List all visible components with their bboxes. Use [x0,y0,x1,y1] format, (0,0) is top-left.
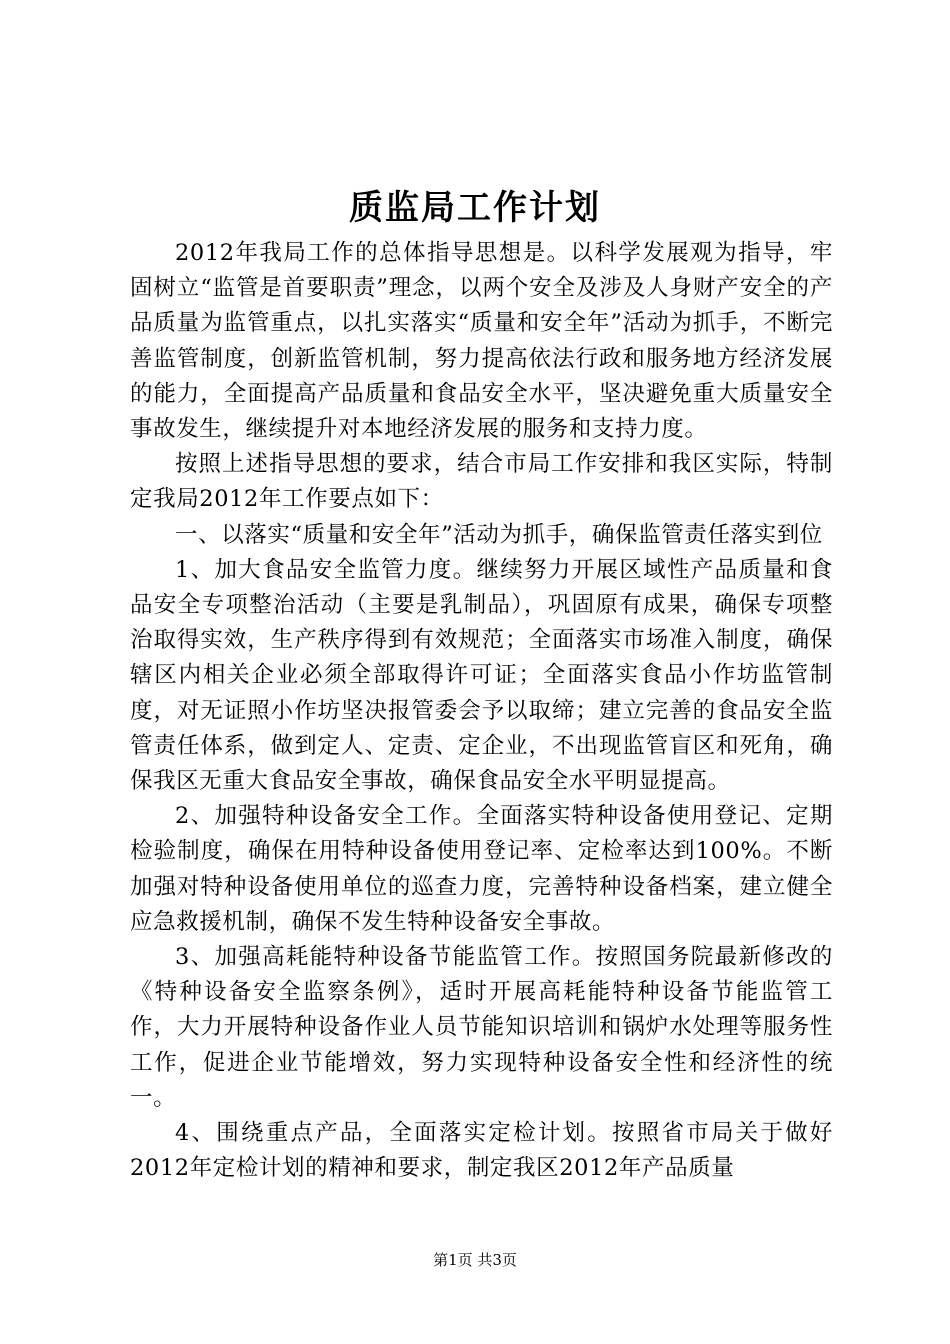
paragraph-item-4-inspection-plan: 4、围绕重点产品，全面落实定检计划。按照省市局关于做好2012年定检计划的精神和要求，制定我区2012年产品质量 [130,1120,833,1182]
document-title: 质监局工作计划 [349,188,601,228]
paragraph-item-1-food-safety: 1、加大食品安全监管力度。继续努力开展区域性产品质量和食品安全专项整治活动（主要是乳制品），巩固原有成果，确保专项整治取得实效，生产秩序得到有效规范；全面落实市场准入制度，确保辖区内相关企业必须全部取得许可证；全面落实食品小作坊监管制度，对无证照小作坊坚决报管委会予以取缔；建立完善的食品安全监管责任体系，做到定人、定责、定企业，不出现监管盲区和死角，确保我区无重大食品安全事故，确保食品安全水平明显提高。 [130,556,833,795]
paragraph-item-3-energy-saving: 3、加强高耗能特种设备节能监管工作。按照国务院最新修改的《特种设备安全监察条例》，适时开展高耗能特种设备节能监管工作，大力开展特种设备作业人员节能知识培训和锅炉水处理等服务性工作，促进企业节能增效，努力实现特种设备安全性和经济性的统一。 [130,944,833,1111]
paragraph-guiding-thought: 2012年我局工作的总体指导思想是。以科学发展观为指导，牢固树立“监管是首要职责”理念，以两个安全及涉及人身财产安全的产品质量为监管重点，以扎实落实“质量和安全年”活动为抓手，不断完善监管制度，创新监管机制，努力提高依法行政和服务地方经济发展的能力，全面提高产品质量和食品安全水平，坚决避免重大质量安全事故发生，继续提升对本地经济发展的服务和支持力度。 [130,240,833,443]
paragraph-item-2-special-equipment: 2、加强特种设备安全工作。全面落实特种设备使用登记、定期检验制度，确保在用特种设备使用登记率、定检率达到100%。不断加强对特种设备使用单位的巡查力度，完善特种设备档案，建立健全应急救援机制，确保不发生特种设备安全事故。 [130,803,833,935]
page-footer: 第1页 共3页 [433,1251,517,1269]
paragraph-work-points-intro: 按照上述指导思想的要求，结合市局工作安排和我区实际，特制定我局2012年工作要点如下： [130,451,833,513]
section-heading-1: 一、以落实“质量和安全年”活动为抓手，确保监管责任落实到位 [175,521,823,548]
document-body [130,236,833,1186]
